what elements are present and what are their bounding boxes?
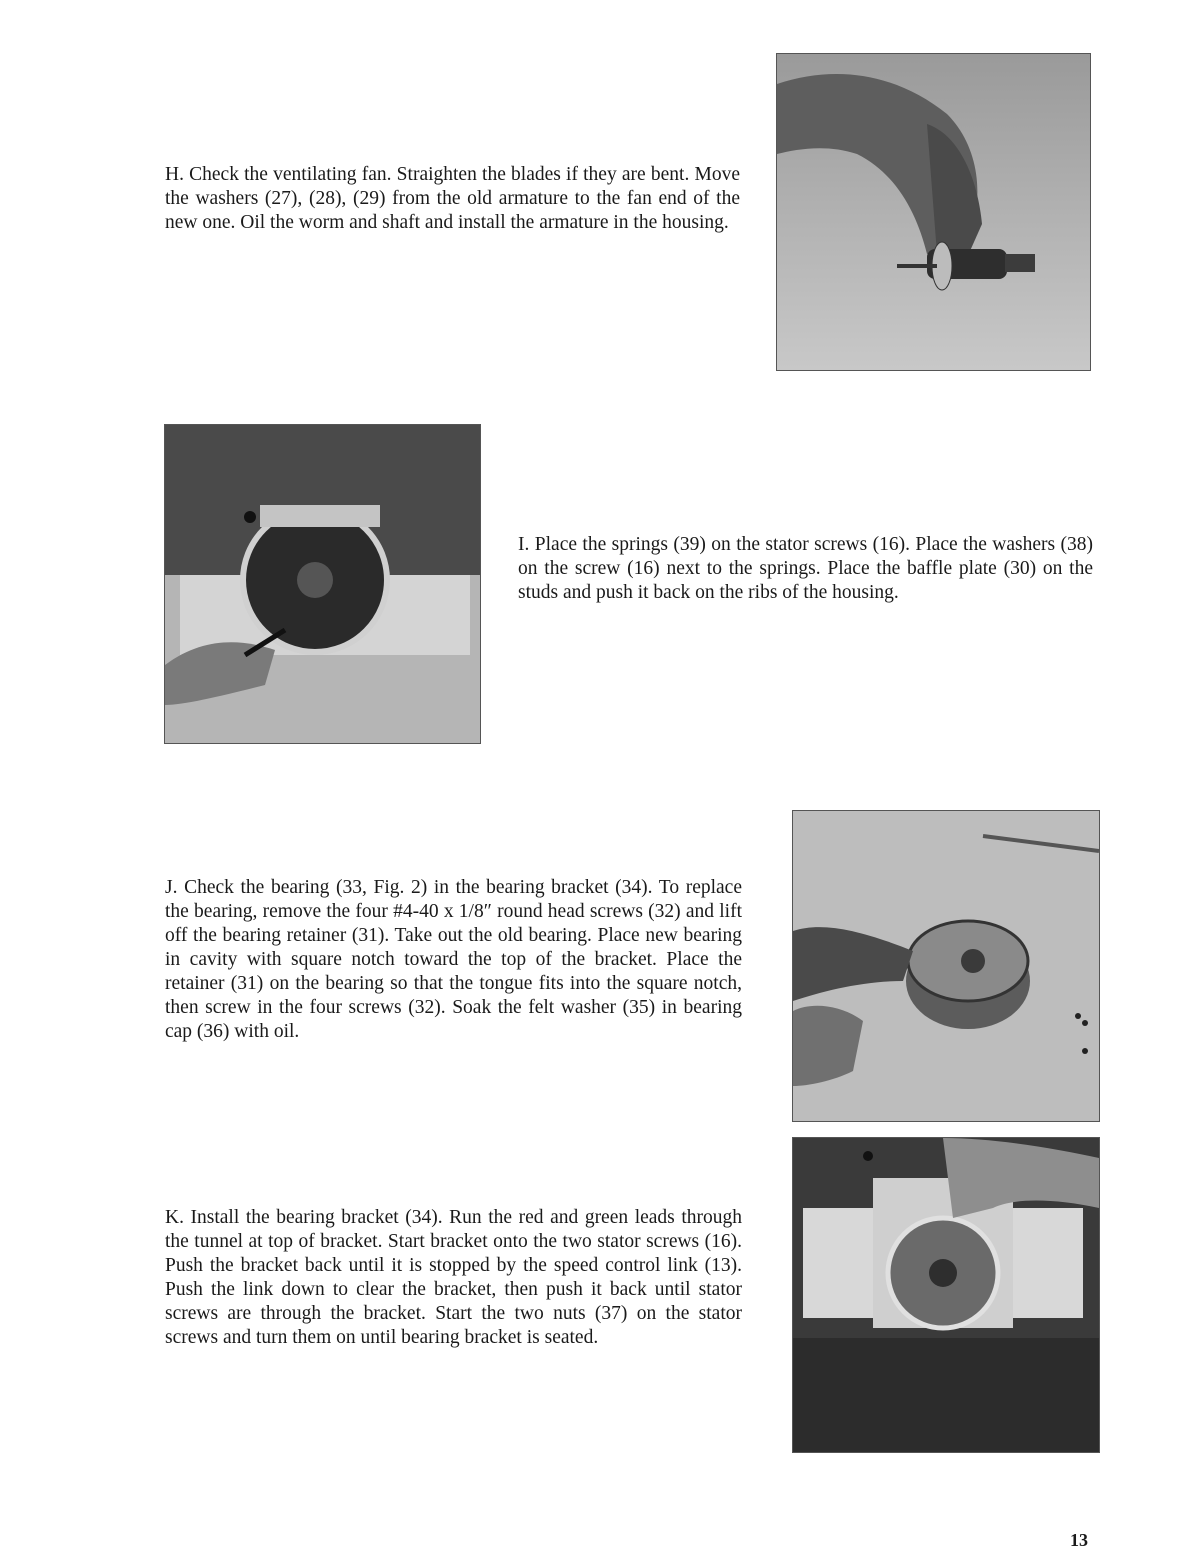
photo-armature-install [776,53,1091,371]
step-i-text: I. Place the springs (39) on the stator screws (16). Place the washers (38) on the screw (16) next to the springs. Place the baffle plate (30) on the studs and push it back on the ribs of the housing. [518,534,1093,603]
page-number: 13 [1070,1530,1088,1550]
step-j-text: J. Check the bearing (33, Fig. 2) in the bearing bracket (34). To replace the bearing, remove the four #4-40 x 1/8″ round head screws (32) and lift off the bearing retainer (31). Take out the old bearing. Place new bearing in cavity with square notch toward the top of the bracket. Place the retainer (31) on the bearing so that the tongue fits into the square notch, then screw in the four screws (32). Soak the felt washer (35) in bearing cap (36) with oil. [165,877,742,1042]
step-h-text: H. Check the ventilating fan. Straighten the blades if they are bent. Move the washers (27), (28), (29) from the old armature to the fan end of the new one. Oil the worm and shaft and install the armature in the housing. [165,164,740,233]
photo-springs-baffle-plate [164,424,481,744]
step-k-text: K. Install the bearing bracket (34). Run the red and green leads through the tunnel at top of bracket. Start bracket onto the two stator screws (16). Push the bracket back until it is stopped by the speed control link (13). Push the link down to clear the bracket, then push it back until stator screws are through the bracket. Start the two nuts (37) on the stator screws and turn them on until bearing bracket is seated. [165,1207,742,1348]
photo-install-bearing-bracket [792,1137,1100,1453]
photo-bearing-bracket [792,810,1100,1122]
